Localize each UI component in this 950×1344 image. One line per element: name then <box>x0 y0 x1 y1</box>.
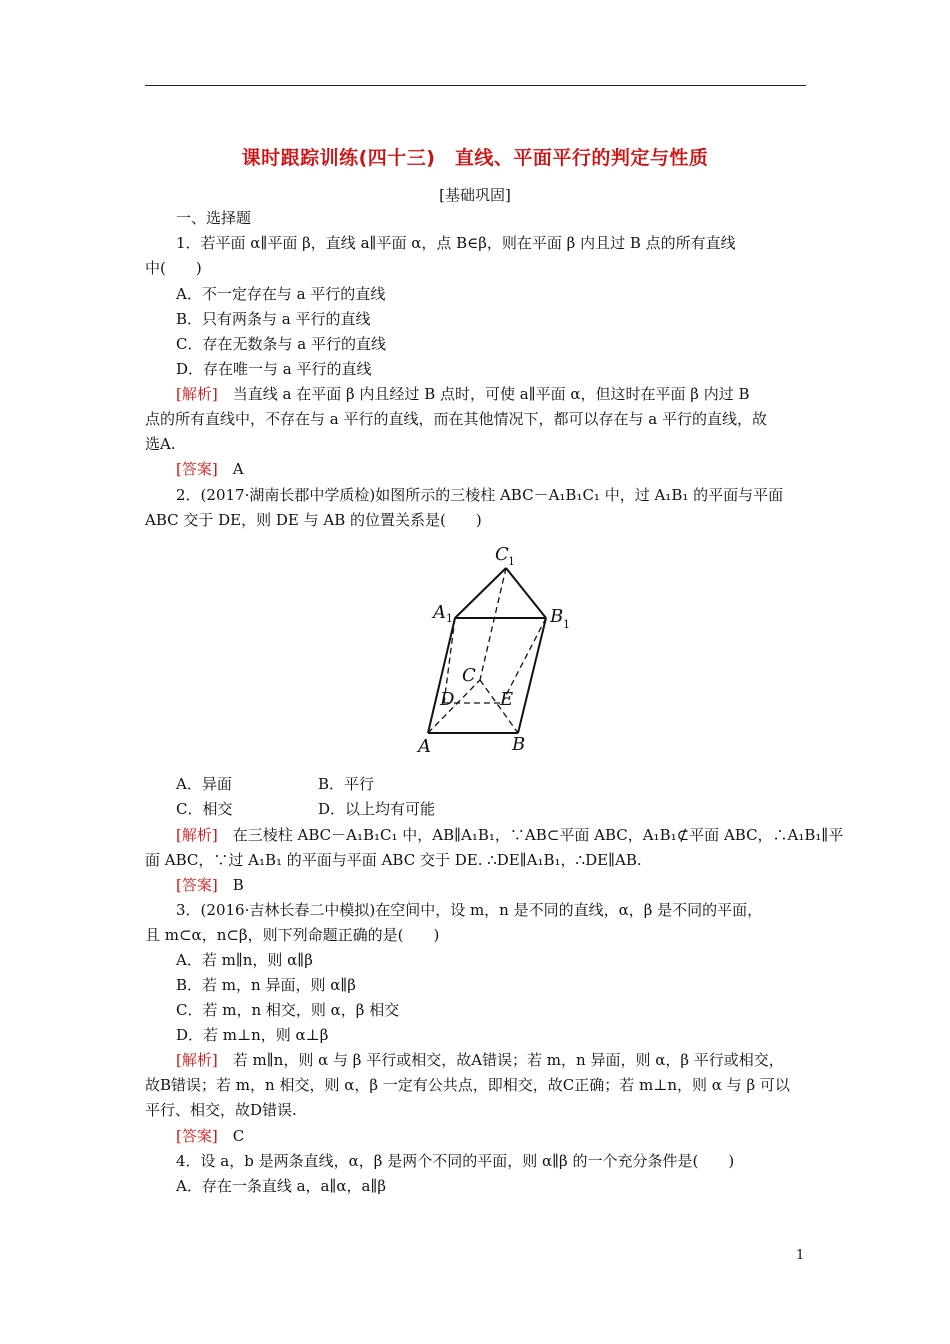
label-a: A <box>418 736 431 757</box>
section-heading: 一、选择题 <box>176 209 252 227</box>
edge-a1a <box>428 618 455 733</box>
q2-option-c: C．相交 <box>176 800 233 818</box>
header-rule <box>145 85 806 86</box>
edge-c1c <box>480 568 506 680</box>
q1-answer: [答案] A <box>176 460 244 478</box>
q1-option-c: C．存在无数条与 a 平行的直线 <box>176 335 386 353</box>
q2-answer: [答案] B <box>176 876 244 894</box>
q3-option-b: B．若 m，n 异面，则 α∥β <box>176 976 356 994</box>
question-1-stem-cont: 中( ) <box>145 259 202 277</box>
q2-option-d: D．以上均有可能 <box>318 800 436 818</box>
q3-analysis-cont2: 平行、相交，故D错误. <box>145 1101 297 1119</box>
label-e: E <box>500 689 514 710</box>
q3-analysis: [解析] 若 m∥n，则 α 与 β 平行或相交，故A错误；若 m，n 异面，则 α，β 平行或相交， <box>176 1051 784 1069</box>
question-2-stem-cont: ABC 交于 DE，则 DE 与 AB 的位置关系是( ) <box>145 511 482 529</box>
answer-tag: [答案] <box>176 1127 218 1145</box>
q1-analysis-cont2: 选A. <box>145 435 176 453</box>
q1-analysis: [解析] 当直线 a 在平面 β 内且经过 B 点时，可使 a∥平面 α，但这时在平面 β 内过 B <box>176 385 750 403</box>
page-title: 课时跟踪训练(四十三) 直线、平面平行的判定与性质 <box>241 147 709 169</box>
q3-analysis-cont: 故B错误；若 m，n 相交，则 α，β 一定有公共点，即相交，故C正确；若 m⊥n，则 α 与 β 可以 <box>145 1076 790 1094</box>
question-3-stem-cont: 且 m⊂α，n⊂β，则下列命题正确的是( ) <box>145 926 440 944</box>
section-subtitle: [基础巩固] <box>439 186 511 204</box>
label-a1-sub: 1 <box>446 612 453 625</box>
label-b1: B <box>550 606 564 627</box>
label-b1-sub: 1 <box>563 618 570 631</box>
q1-analysis-cont: 点的所有直线中，不存在与 a 平行的直线，而在其他情况下，都可以存在与 a 平行的直线，故 <box>145 410 767 428</box>
label-a1: A <box>433 602 446 623</box>
label-d: D <box>440 689 455 710</box>
analysis-tag: [解析] <box>176 385 218 403</box>
q2-analysis: [解析] 在三棱柱 ABC－A₁B₁C₁ 中，AB∥A₁B₁，∵AB⊂平面 ABC，A₁B₁⊄平面 ABC，∴A₁B₁∥平 <box>176 826 844 844</box>
question-2-stem: 2．(2017·湖南长郡中学质检)如图所示的三棱柱 ABC－A₁B₁C₁ 中，过 A₁B₁ 的平面与平面 <box>176 486 784 504</box>
q4-option-a: A．存在一条直线 a，a∥α，a∥β <box>176 1177 387 1195</box>
q3-option-c: C．若 m，n 相交，则 α，β 相交 <box>176 1001 400 1019</box>
q2-option-a: A．异面 <box>176 775 232 793</box>
q3-answer: [答案] C <box>176 1127 245 1145</box>
prism-figure <box>410 538 580 758</box>
q1-option-d: D．存在唯一与 a 平行的直线 <box>176 360 372 378</box>
q3-option-d: D．若 m⊥n，则 α⊥β <box>176 1026 329 1044</box>
question-3-stem: 3．(2016·吉林长春二中模拟)在空间中，设 m，n 是不同的直线，α，β 是不同的平面， <box>176 901 763 919</box>
edge-c1b1 <box>506 568 546 618</box>
analysis-tag: [解析] <box>176 1051 218 1069</box>
analysis-tag: [解析] <box>176 826 218 844</box>
q1-option-a: A．不一定存在与 a 平行的直线 <box>176 285 386 303</box>
edge-b1b <box>518 618 546 733</box>
edge-a1c1 <box>455 568 506 618</box>
label-c: C <box>462 665 476 686</box>
q2-analysis-cont: 面 ABC，∵过 A₁B₁ 的平面与平面 ABC 交于 DE. ∴DE∥A₁B₁，∴DE∥AB. <box>145 851 642 869</box>
label-b: B <box>512 734 526 755</box>
q1-option-b: B．只有两条与 a 平行的直线 <box>176 310 371 328</box>
question-1-stem: 1．若平面 α∥平面 β，直线 a∥平面 α，点 B∈β，则在平面 β 内且过 B 点的所有直线 <box>176 234 736 252</box>
q3-option-a: A．若 m∥n，则 α∥β <box>176 951 313 969</box>
question-4-stem: 4．设 a，b 是两条直线，α，β 是两个不同的平面，则 α∥β 的一个充分条件是( ) <box>176 1152 735 1170</box>
answer-tag: [答案] <box>176 876 218 894</box>
q2-option-b: B．平行 <box>318 775 375 793</box>
answer-tag: [答案] <box>176 460 218 478</box>
label-c1-sub: 1 <box>508 555 515 568</box>
label-c1: C <box>495 544 509 565</box>
page-number: 1 <box>796 1248 805 1263</box>
